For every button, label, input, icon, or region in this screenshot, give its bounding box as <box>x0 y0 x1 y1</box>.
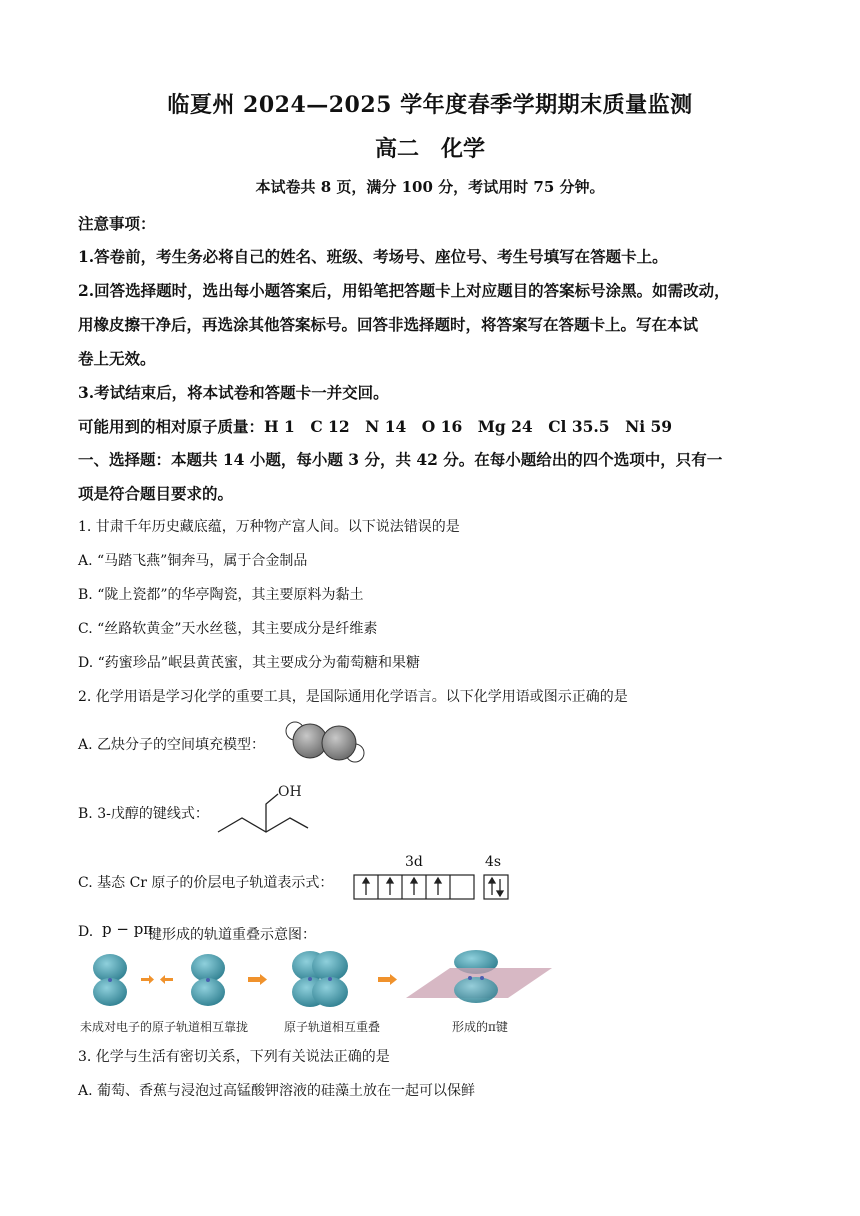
q1-option-b: B. “陇上瓷都”的华亭陶瓷，其主要原料为黏土 <box>78 587 364 603</box>
q2-option-d-formula: p − pπ <box>102 920 154 938</box>
q2-stem: 2. 化学用语是学习化学的重要工具，是国际通用化学语言。以下化学用语或图示正确的是 <box>78 689 628 705</box>
pi-bond <box>406 950 552 1003</box>
q2-option-d-suffix: 键形成的轨道重叠示意图： <box>148 927 316 943</box>
p-orbital-right <box>191 954 225 1006</box>
q2-option-d-prefix: D. <box>78 924 94 940</box>
pi-bond-diagram <box>78 946 558 1018</box>
approach-arrows <box>141 975 173 984</box>
q2-option-b: B. 3-戊醇的键线式： <box>78 806 209 822</box>
section1-line-2: 项是符合题目要求的。 <box>78 484 234 503</box>
q1-option-a: A. “马踏飞燕”铜奔马，属于合金制品 <box>78 553 308 569</box>
atomic-mass: 可能用到的相对原子质量：H 1 C 12 N 14 O 16 Mg 24 Cl 35.5 Ni 59 <box>78 417 673 436</box>
q1-option-d: D. “药蜜珍品”岷县黄芪蜜，其主要成分为葡萄糖和果糖 <box>78 655 420 671</box>
q1-stem: 1. 甘肃千年历史藏底蕴，万种物产富人间。以下说法错误的是 <box>78 519 460 535</box>
arrow-right-2 <box>378 974 397 985</box>
notice-item-2-line-3: 卷上无效。 <box>78 349 156 368</box>
caption-approach: 未成对电子的原子轨道相互靠拢 <box>80 1020 249 1034</box>
exam-info: 本试卷共 8 页，满分 100 分，考试用时 75 分钟。 <box>255 178 605 196</box>
c-atom-right <box>322 726 356 760</box>
notice-item-3: 3.考试结束后，将本试卷和答题卡一并交回。 <box>78 383 389 402</box>
notice-item-2-line-1: 2.回答选择题时，选出每小题答案后，用铅笔把答题卡上对应题目的答案标号涂黑。如需改动， <box>78 281 730 300</box>
caption-pi-bond: 形成的π键 <box>452 1020 508 1034</box>
skeletal-formula <box>212 780 312 840</box>
q2-option-a: A. 乙炔分子的空间填充模型： <box>78 737 266 753</box>
q1-option-c: C. “丝路软黄金”天水丝毯，其主要成分是纤维素 <box>78 621 378 637</box>
exam-subject: 高二 化学 <box>374 136 485 162</box>
hydroxyl-label: OH <box>278 784 302 800</box>
notice-item-2-line-2: 用橡皮擦干净后，再选涂其他答案标号。回答非选择题时，将答案写在答题卡上。写在本试 <box>78 315 699 334</box>
exam-title: 临夏州 2024—2025 学年度春季学期期末质量监测 <box>167 92 693 118</box>
arrow-right-1 <box>248 974 267 985</box>
caption-overlap: 原子轨道相互重叠 <box>284 1020 381 1034</box>
q3-stem: 3. 化学与生活有密切关系，下列有关说法正确的是 <box>78 1049 390 1065</box>
acetylene-model <box>283 719 369 767</box>
q3-option-a: A. 葡萄、香蕉与浸泡过高锰酸钾溶液的硅藻土放在一起可以保鲜 <box>78 1083 476 1099</box>
section1-line-1: 一、选择题：本题共 14 小题，每小题 3 分，共 42 分。在每小题给出的四个选项中，只有一 <box>78 450 723 469</box>
label-3d: 3d <box>405 854 423 870</box>
notice-item-1: 1.答卷前，考生务必将自己的姓名、班级、考场号、座位号、考生号填写在答题卡上。 <box>78 247 668 266</box>
p-orbital-left <box>93 954 127 1006</box>
label-4s: 4s <box>485 854 502 870</box>
orbital-diagram <box>352 873 514 903</box>
overlapping-orbitals <box>292 951 348 1007</box>
notice-heading: 注意事项： <box>78 214 156 233</box>
q2-option-c: C. 基态 Cr 原子的价层电子轨道表示式： <box>78 875 334 891</box>
